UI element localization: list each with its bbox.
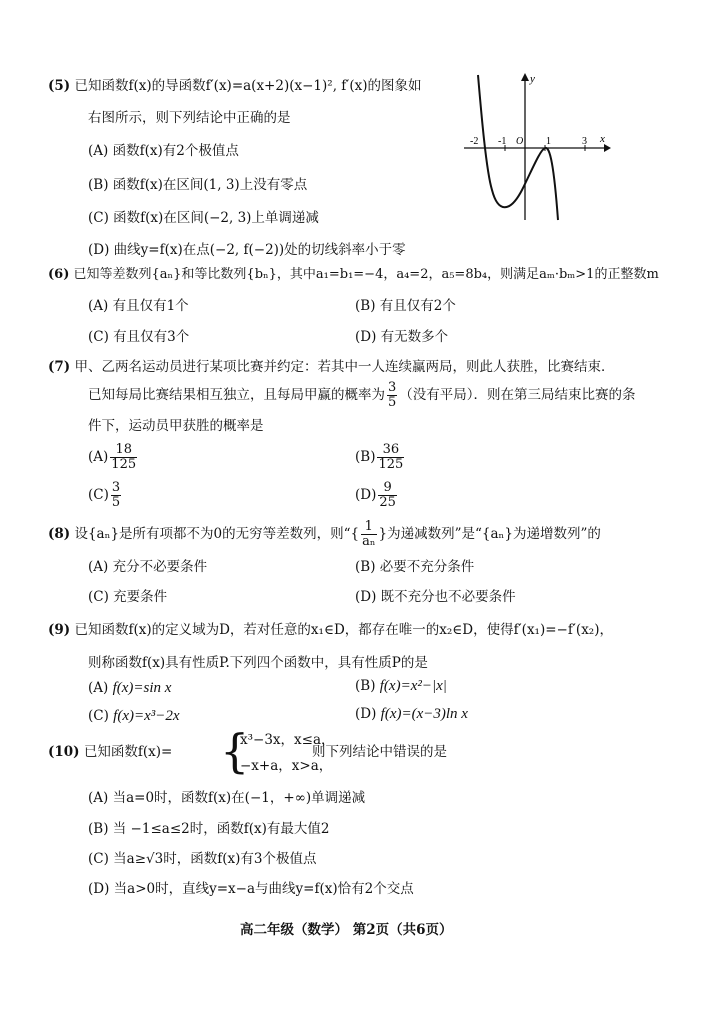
q9-option-c [88,708,180,725]
q10-option-d [88,877,414,897]
q10-option-a-label: (A) [88,790,109,806]
q8-option-a [88,555,207,575]
q10-option-d-label: (D) [88,881,110,897]
q7-option-a [88,443,139,472]
q6-option-a-label: (A) [88,298,109,314]
q6-number: (6) [48,267,70,282]
q6-option-d-text: 有无数多个 [380,329,449,345]
q8-frac-den: aₙ [362,534,376,549]
q5-option-d-text: 曲线y=f(x)在点(−2, f(−2))处的切线斜率小于零 [113,242,406,258]
q8-number: (8) [48,526,71,542]
q7-option-a-label: (A) [88,449,109,465]
q5-option-b-text: 函数f(x)在区间(1, 3)上没有零点 [112,177,308,193]
q9-option-c-text: f(x)=x³−2x [113,708,180,724]
q7-option-d [355,481,399,510]
q8-option-c-text: 充要条件 [113,589,168,605]
q7-stem-text2a: 已知每局比赛结果相互独立，且每局甲赢的概率为 [88,387,385,403]
q10-stem-b: 则下列结论中错误的是 [312,744,447,760]
q7-option-d-num: 9 [378,481,397,496]
q7-stem-text2b: （没有平局）．则在第三局结束比赛的条 [399,387,636,403]
q5-stem-text1: 已知函数f(x)的导函数f′(x)=a(x+2)(x−1)², f′(x)的图象如 [74,78,422,94]
q7-probability-fraction [387,381,397,410]
q6-option-c [88,325,189,345]
q8-stem-text-b: }为递减数列”是“{aₙ}为递增数列”的 [378,526,601,542]
q7-prob-num: 3 [388,380,397,395]
q7-prob-den: 5 [388,395,397,410]
q6-option-b-text: 有且仅有2个 [379,298,456,314]
tick-label: -2 [470,136,479,147]
q7-stem-line2 [88,380,636,410]
q8-option-c [88,585,167,605]
q7-number: (7) [48,359,71,375]
q6-option-c-label: (C) [88,329,109,345]
q5-option-d [88,238,406,258]
q5-derivative-graph [462,70,612,225]
q6-option-d-label: (D) [355,329,377,345]
q5-option-b [88,173,307,193]
y-axis-arrow-icon [521,73,529,81]
q5-option-c [88,206,319,226]
q5-stem-line2: 右图所示，则下列结论中正确的是 [88,110,291,126]
q7-option-a-den: 125 [111,457,137,472]
q7-option-a-num: 18 [110,443,137,458]
q5-option-c-text: 函数f(x)在区间(−2, 3)上单调递减 [113,210,319,226]
q8-stem [48,519,601,549]
q5-option-a [88,139,239,159]
q7-stem-line1 [48,355,614,375]
q9-option-a [88,680,171,697]
q7-option-b [355,443,406,472]
q9-option-d-text: f(x)=(x−3)ln x [380,706,468,722]
q7-option-c-num: 3 [111,480,121,495]
q7-stem-line3: 件下，运动员甲获胜的概率是 [88,418,264,434]
q5-stem-line1 [48,74,421,94]
q10-option-b-label: (B) [88,821,109,837]
q9-option-a-text: f(x)=sin x [112,680,172,696]
q8-option-a-text: 充分不必要条件 [112,559,208,575]
q10-option-b-text: 当 −1≤a≤2时，函数f(x)有最大值2 [112,821,330,837]
q7-option-d-label: (D) [355,487,377,503]
q8-option-b-label: (B) [355,559,376,575]
q10-option-d-text: 当a>0时，直线y=x−a与曲线y=f(x)恰有2个交点 [113,881,414,897]
left-brace-icon: { [220,724,250,778]
q10-case1: x³−3x，x≤a， [240,732,335,748]
q8-option-d-label: (D) [355,589,377,605]
origin-label: O [516,136,524,147]
q9-option-b [355,678,447,695]
tick-label: 1 [546,136,551,147]
q9-option-d [355,706,468,723]
q7-option-d-den: 25 [379,495,396,510]
q8-stem-text-a: 设{aₙ}是所有项都不为0的无穷等差数列，则“{ [74,526,360,542]
q5-option-a-text: 函数f(x)有2个极值点 [112,143,239,159]
q6-option-a [88,294,189,314]
q5-option-a-label: (A) [88,143,109,159]
q10-number: (10) [48,744,80,760]
q5-number: (5) [48,78,71,94]
q8-option-b-text: 必要不充分条件 [379,559,475,575]
q10-option-c-label: (C) [88,851,109,867]
q10-option-c-text: 当a≥√3时，函数f(x)有3个极值点 [113,851,317,867]
page-footer: 高二年级（数学） 第2页（共6页） [240,922,453,938]
y-axis-label: y [530,73,535,85]
q5-option-b-label: (B) [88,177,109,193]
q7-option-c-label: (C) [88,487,109,503]
q9-number: (9) [48,622,71,638]
q7-option-c [88,481,123,510]
q6-option-a-text: 有且仅有1个 [112,298,189,314]
q10-stem-a [48,740,172,760]
q10-stem-text-a: 已知函数f(x)= [83,744,173,760]
tick-label: -1 [498,136,507,147]
q5-option-d-label: (D) [88,242,110,258]
q6-option-b-label: (B) [355,298,376,314]
q8-option-c-label: (C) [88,589,109,605]
x-axis-label: x [600,133,605,145]
q9-option-b-text: f(x)=x²−|x| [379,678,447,694]
q6-option-c-text: 有且仅有3个 [113,329,190,345]
tick-label: 3 [582,136,587,147]
q7-stem-text1: 甲、乙两名运动员进行某项比赛并约定：若其中一人连续赢两局，则此人获胜，比赛结束． [74,359,615,375]
q8-option-d-text: 既不充分也不必要条件 [380,589,516,605]
q9-option-d-label: (D) [355,706,377,722]
q8-frac-num: 1 [361,520,376,535]
q6-stem [48,263,659,282]
q6-option-d [355,325,448,345]
q9-option-b-label: (B) [355,678,376,694]
q6-option-b [355,294,456,314]
q8-option-b [355,555,474,575]
q6-stem-text: 已知等差数列{aₙ}和等比数列{bₙ}，其中a₁=b₁=−4，a₄=2，a₅=8b₄，则满足aₘ·bₘ>1的正整数m [73,267,659,282]
q9-stem-line1 [48,618,613,638]
x-axis-arrow-icon [604,144,611,152]
q9-option-a-label: (A) [88,680,109,696]
q8-option-d [355,585,516,605]
q5-option-c-label: (C) [88,210,109,226]
q8-fraction [361,520,376,549]
q9-stem-line2: 则称函数f(x)具有性质P.下列四个函数中，具有性质P的是 [88,655,428,671]
q7-option-b-den: 125 [378,457,404,472]
q7-option-b-label: (B) [355,449,376,465]
q7-option-c-den: 5 [111,495,121,510]
q9-option-c-label: (C) [88,708,109,724]
q10-option-a-text: 当a=0时，函数f(x)在(−1，+∞)单调递减 [112,790,366,806]
q10-option-c [88,847,316,867]
q10-case2: −x+a，x>a， [240,758,333,774]
q9-stem-text1: 已知函数f(x)的定义域为D，若对任意的x₁∈D，都存在唯一的x₂∈D，使得f′(x₁)=−f′(x₂)， [74,622,613,638]
q10-option-b [88,817,329,837]
q7-option-b-num: 36 [377,443,404,458]
q10-option-a [88,786,365,806]
q8-option-a-label: (A) [88,559,109,575]
